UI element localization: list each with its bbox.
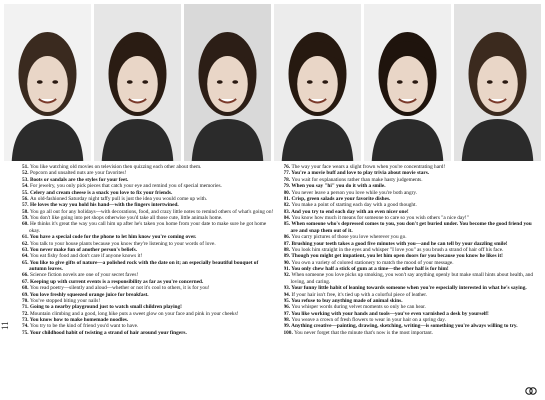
tip-text: Brushing your teeth takes a good five minutes with you—and he can tell by your dazzling smile!: [291, 240, 508, 247]
tip-number: 95.: [283, 297, 292, 304]
tip-text: The way your face wears a slight frown when you're concentrating hard!: [291, 164, 446, 170]
portrait-illustration: [4, 4, 91, 161]
tip-number: 68.: [22, 285, 30, 292]
photo-1: [4, 4, 91, 161]
photo-2: [94, 4, 181, 161]
tip-text: You never make fun of another person's beliefs.: [29, 246, 137, 253]
tip-number: 76.: [283, 164, 292, 170]
photo-strip: [4, 4, 541, 161]
tip-number: 89.: [283, 253, 292, 260]
tip-number: 98.: [283, 317, 292, 323]
tip-number: 57.: [22, 202, 30, 209]
tip-number: 91.: [283, 266, 292, 272]
tip-text: You talk to your house plants because you know they're listening to your words of love.: [29, 240, 216, 247]
tip-number: 54.: [22, 183, 30, 190]
tip-text: You weave a crown of fresh flowers to wear in your hair on a spring day.: [291, 317, 446, 323]
tip-number: 84.: [283, 215, 292, 221]
tip-text: You whisper words during velvet moments so only he can hear.: [291, 304, 426, 311]
tip-number: 92.: [283, 272, 292, 279]
tip-text: You refuse to buy anything made of animal skins.: [291, 297, 403, 304]
tip-text: You own a variety of colored stationery to match the mood of your message.: [291, 259, 454, 266]
tip-text: Popcorn and unsalted nuts are your favorites!: [29, 170, 127, 177]
tip-text: Your childhood habit of twisting a strand of hair around your fingers.: [29, 329, 187, 336]
portrait-illustration: [454, 4, 541, 161]
tip-number: 94.: [283, 291, 292, 298]
tip-text: Going to a nearby playground just to watch small children playing!: [29, 304, 182, 311]
tip-number: 97.: [283, 310, 292, 317]
tip-text: Keeping up with current events is a responsibility as far as you're concerned.: [29, 278, 204, 285]
tip-text: You make a point of starting each day with a good thought.: [291, 202, 417, 209]
tip-text: You never forget that the minute that's now is the most important.: [294, 329, 433, 336]
tip-text: You've stopped biting your nails!: [29, 297, 101, 304]
photo-5: [364, 4, 451, 161]
tip-text: You don't like going into pet shops otherwise you'd take all those cute, little animals home.: [29, 215, 223, 221]
tip-item: [22, 330, 276, 336]
tip-text: Celery and cream cheese is a snack you love to fix your friends.: [29, 189, 173, 196]
portrait-illustration: [364, 4, 451, 161]
tip-text: When you say "hi" you do it with a smile.: [291, 183, 386, 190]
tip-number: 62.: [22, 240, 30, 247]
tip-number: 85.: [283, 221, 292, 228]
tip-text: Your funny little habit of leaning towards someone when you're especially interested in what he's saying.: [291, 285, 527, 292]
tip-text: You know how much it means for someone to care so you wish others "a nice day!": [291, 215, 469, 221]
tip-text: Crisp, green salads are your favorite dishes.: [291, 195, 391, 202]
tip-number: 65.: [22, 259, 30, 266]
tip-number: 79.: [283, 183, 292, 190]
tip-number: 96.: [283, 304, 292, 311]
photo-4: [274, 4, 361, 161]
tip-item: [284, 221, 538, 234]
tip-text: You look him straight in the eyes and whisper "I love you" as you brush a strand of hair off his face.: [291, 246, 504, 253]
tip-number: 63.: [22, 246, 30, 253]
tip-number: 53.: [22, 176, 30, 183]
tip-number: 93.: [283, 285, 292, 292]
tip-number: 80.: [283, 189, 292, 196]
tip-number: 69.: [22, 291, 30, 298]
tip-text: You eat fishy food and don't care if anyone knows it!: [29, 253, 143, 260]
tip-text: You love freshly squeezed orange juice for breakfast.: [29, 291, 149, 298]
tip-text: When someone you love picks up smoking, you won't say anything openly but make small hints about health, and loving, and caring.: [290, 272, 534, 285]
portrait-illustration: [184, 4, 271, 161]
tip-text: Though you might get impatient, you let him open doors for you because you know he likes it!: [291, 253, 503, 260]
tip-text: Anything creative—painting, drawing, sketching, writing—is something you're always willing to try.: [291, 323, 518, 330]
tip-number: 59.: [22, 215, 30, 221]
tip-text: You go all out for any holidays—with decorations, food, and crazy little notes to remind others of what's going on!: [29, 208, 274, 215]
tip-text: You carry pictures of those you love wherever you go.: [291, 234, 407, 241]
tip-text: You like to give gifts of nature—a polished rock with the date on it; an especially beautiful bouquet of autumn leaves.: [29, 259, 259, 272]
tip-number: 61.: [22, 234, 30, 241]
tip-text: He thinks it's great the way you call him up after he's taken you home from your date to make sure he got home okay.: [29, 221, 267, 234]
tip-number: 83.: [283, 208, 292, 215]
tips-columns: [22, 164, 537, 396]
tip-text: If your hair isn't free, it's tied up with a colorful piece of leather.: [291, 291, 428, 298]
tip-text: When someone who's depressed comes to you, you don't get buried under. You become the good friend you are and snap them out of it.: [290, 221, 532, 234]
tip-text: For jewelry, you only pick pieces that catch your eye and remind you of special memories.: [29, 183, 222, 190]
tip-item: [284, 272, 538, 285]
tip-number: 58.: [22, 208, 30, 215]
photo-6: [454, 4, 541, 161]
tips-column-right: [284, 164, 538, 396]
tip-text: Mountain climbing and a good, long hike puts a sweet glow on your face and pink in your cheeks!: [29, 310, 239, 317]
tip-text: You like watching old movies on television then quizzing each other about them.: [29, 164, 202, 170]
portrait-illustration: [94, 4, 181, 161]
photo-3: [184, 4, 271, 161]
tip-number: 56.: [22, 195, 30, 202]
tip-number: 73.: [22, 317, 30, 323]
tip-text: You like working with your hands and tools—you've even varnished a desk by yourself!: [291, 310, 489, 317]
tip-number: 99.: [283, 323, 292, 330]
tip-text: Boots or sandals are the styles for your feet.: [29, 176, 129, 183]
tip-item: [284, 330, 538, 336]
tip-text: You wait for explanations rather than make hasty judgements.: [291, 176, 423, 183]
tip-number: 72.: [22, 310, 30, 317]
portrait-illustration: [274, 4, 361, 161]
tip-text: You never leave a person you love while you're both angry.: [291, 189, 418, 196]
tip-text: And you try to end each day with an even nicer one!: [291, 208, 409, 215]
tip-item: [22, 221, 276, 234]
tip-number: 81.: [283, 195, 292, 202]
tip-number: 75.: [22, 329, 30, 336]
tip-number: 88.: [283, 246, 292, 253]
tip-item: [22, 260, 276, 273]
page-number: 11: [0, 321, 10, 330]
tip-number: 78.: [283, 176, 292, 183]
tip-text: You only chew half a stick of gum at a time—the other half is for him!: [291, 266, 449, 272]
tip-number: 64.: [22, 253, 30, 260]
tip-number: 67.: [22, 278, 30, 285]
tips-column-left: [22, 164, 276, 396]
tip-number: 52.: [22, 170, 30, 177]
end-mark-icon: [525, 386, 537, 396]
tip-text: An old-fashioned Saturday night taffy pull is just the idea you would come up with.: [29, 195, 208, 202]
tip-number: 90.: [283, 259, 292, 266]
tip-text: He loves the way you hold his hand—with the fingers intertwined.: [29, 202, 179, 209]
tip-number: 70.: [22, 297, 30, 304]
tip-text: Science fiction novels are one of your secret faves!: [29, 272, 139, 279]
tip-text: You have a special code for the phone to let him know you're coming over.: [29, 234, 197, 241]
tip-text: You read poetry—silently and aloud—whether or not it's cool to others, it is for you!: [29, 285, 210, 292]
tip-number: 51.: [22, 164, 30, 170]
tip-number: 100.: [283, 329, 295, 336]
tip-number: 66.: [22, 272, 30, 279]
tip-number: 87.: [283, 240, 292, 247]
tip-text: You're a movie buff and love to play trivia about movie stars.: [291, 170, 430, 177]
tip-number: 55.: [22, 189, 30, 196]
tip-number: 82.: [283, 202, 292, 209]
tip-number: 77.: [283, 170, 292, 177]
tip-text: You try to be the kind of friend you'd want to have.: [29, 323, 139, 330]
tip-text: You know how to make homemade noodles.: [29, 317, 129, 323]
tip-number: 74.: [22, 323, 30, 330]
tip-number: 71.: [22, 304, 30, 311]
tip-number: 86.: [283, 234, 292, 241]
tip-number: 60.: [22, 221, 30, 228]
